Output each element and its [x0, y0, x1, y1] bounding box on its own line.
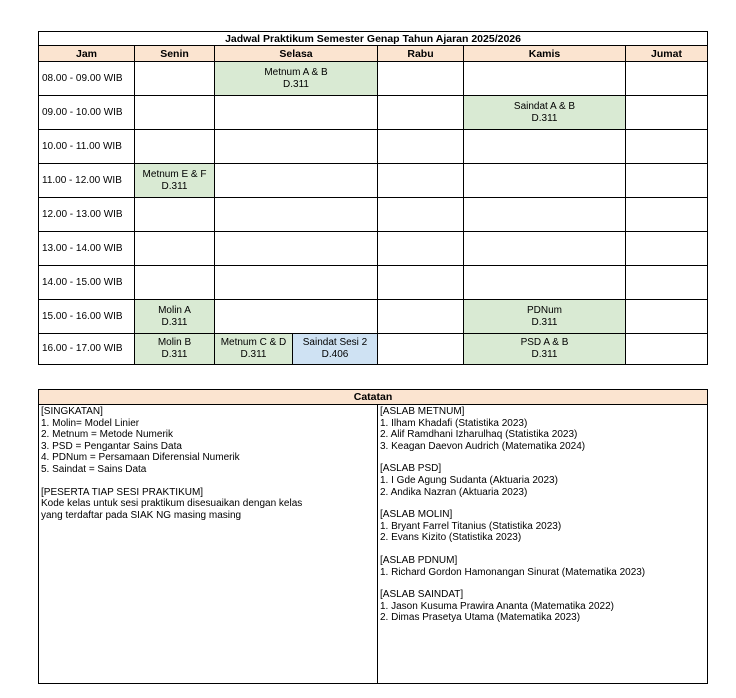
- list-item: 3. PSD = Pengantar Sains Data: [41, 440, 182, 452]
- list-item: Kode kelas untuk sesi praktikum disesuaikan dengan kelas: [41, 498, 303, 510]
- session-psd-ab: PSD A & B D.311: [464, 334, 626, 365]
- notes-title: Catatan: [39, 390, 708, 405]
- cell-empty: [135, 232, 215, 266]
- spacer: [380, 498, 705, 509]
- cell-empty: [215, 130, 378, 164]
- time-slot: 13.00 - 14.00 WIB: [39, 232, 135, 266]
- session-saindat-sesi2: Saindat Sesi 2 D.406: [293, 334, 378, 365]
- cell-empty: [135, 96, 215, 130]
- cell-empty: [378, 232, 464, 266]
- notes-left-column: [39, 405, 378, 684]
- aslab-metnum-heading: [ASLAB METNUM]: [380, 406, 465, 417]
- list-item: 5. Saindat = Sains Data: [41, 463, 147, 475]
- notes-right-column: [378, 405, 708, 684]
- header-kamis: Kamis: [464, 46, 626, 62]
- list-item: 4. PDNum = Persamaan Diferensial Numerik: [41, 452, 240, 464]
- time-slot: 16.00 - 17.00 WIB: [39, 334, 135, 365]
- cell-empty: [626, 62, 708, 96]
- session-molin-b: Molin B D.311: [135, 334, 215, 365]
- cell-empty: [626, 232, 708, 266]
- session-pdnum: PDNum D.311: [464, 300, 626, 334]
- cell-empty: [464, 232, 626, 266]
- cell-empty: [215, 96, 378, 130]
- aslab-psd-heading: [ASLAB PSD]: [380, 463, 442, 475]
- session-metnum-cd: Metnum C & D D.311: [215, 334, 293, 365]
- time-slot: 08.00 - 09.00 WIB: [39, 62, 135, 96]
- time-slot: 15.00 - 16.00 WIB: [39, 300, 135, 334]
- list-item: 1. Ilham Khadafi (Statistika 2023): [380, 417, 528, 429]
- header-selasa: Selasa: [215, 46, 378, 62]
- cell-empty: [378, 62, 464, 96]
- peserta-heading: [PESERTA TIAP SESI PRAKTIKUM]: [41, 486, 204, 498]
- cell-empty: [626, 198, 708, 232]
- singkatan-heading: [SINGKATAN]: [41, 406, 103, 417]
- header-rabu: Rabu: [378, 46, 464, 62]
- cell-empty: [626, 266, 708, 300]
- cell-empty: [135, 198, 215, 232]
- cell-empty: [135, 62, 215, 96]
- notes-table: [38, 389, 708, 684]
- time-slot: 11.00 - 12.00 WIB: [39, 164, 135, 198]
- spacer: [380, 452, 705, 463]
- cell-empty: [464, 266, 626, 300]
- cell-empty: [626, 96, 708, 130]
- aslab-saindat-heading: [ASLAB SAINDAT]: [380, 589, 464, 601]
- cell-empty: [135, 266, 215, 300]
- cell-empty: [378, 266, 464, 300]
- time-slot: 14.00 - 15.00 WIB: [39, 266, 135, 300]
- list-item: 3. Keagan Daevon Audrich (Matematika 2024): [380, 440, 586, 452]
- cell-empty: [215, 266, 378, 300]
- time-slot: 10.00 - 11.00 WIB: [39, 130, 135, 164]
- schedule-table: [38, 31, 708, 365]
- cell-empty: [378, 130, 464, 164]
- session-metnum-ef: Metnum E & F D.311: [135, 164, 215, 198]
- list-item: yang terdaftar pada SIAK NG masing masing: [41, 509, 242, 521]
- cell-empty: [378, 300, 464, 334]
- spacer: [380, 544, 705, 555]
- list-item: 1. Richard Gordon Hamonangan Sinurat (Matematika 2023): [380, 566, 646, 578]
- cell-empty: [215, 198, 378, 232]
- cell-empty: [626, 334, 708, 365]
- header-jam: Jam: [39, 46, 135, 62]
- list-item: 1. Bryant Farrel Titanius (Statistika 2023): [380, 520, 562, 532]
- spacer: [41, 476, 375, 487]
- cell-empty: [378, 198, 464, 232]
- session-saindat-ab: Saindat A & B D.311: [464, 96, 626, 130]
- list-item: 2. Metnum = Metode Numerik: [41, 429, 173, 441]
- cell-empty: [464, 164, 626, 198]
- list-item: 1. Molin= Model Linier: [41, 417, 140, 429]
- cell-empty: [464, 62, 626, 96]
- list-item: 2. Evans Kizito (Statistika 2023): [380, 532, 522, 544]
- cell-empty: [215, 232, 378, 266]
- schedule-title: Jadwal Praktikum Semester Genap Tahun Ajaran 2025/2026: [39, 32, 708, 46]
- list-item: 2. Dimas Prasetya Utama (Matematika 2023): [380, 612, 581, 624]
- session-molin-a: Molin A D.311: [135, 300, 215, 334]
- cell-empty: [626, 300, 708, 334]
- cell-empty: [626, 130, 708, 164]
- header-jumat: Jumat: [626, 46, 708, 62]
- cell-empty: [378, 96, 464, 130]
- spacer: [380, 578, 705, 589]
- list-item: 1. I Gde Agung Sudanta (Aktuaria 2023): [380, 474, 558, 486]
- list-item: 2. Andika Nazran (Aktuaria 2023): [380, 486, 528, 498]
- aslab-molin-heading: [ASLAB MOLIN]: [380, 509, 453, 521]
- header-senin: Senin: [135, 46, 215, 62]
- cell-empty: [215, 300, 378, 334]
- cell-empty: [626, 164, 708, 198]
- cell-empty: [135, 130, 215, 164]
- list-item: 1. Jason Kusuma Prawira Ananta (Matematika 2022): [380, 600, 615, 612]
- cell-empty: [378, 164, 464, 198]
- session-metnum-ab: Metnum A & B D.311: [215, 62, 378, 96]
- time-slot: 09.00 - 10.00 WIB: [39, 96, 135, 130]
- cell-empty: [378, 334, 464, 365]
- cell-empty: [464, 130, 626, 164]
- time-slot: 12.00 - 13.00 WIB: [39, 198, 135, 232]
- cell-empty: [215, 164, 378, 198]
- cell-empty: [464, 198, 626, 232]
- aslab-pdnum-heading: [ASLAB PDNUM]: [380, 554, 458, 566]
- list-item: 2. Alif Ramdhani Izharulhaq (Statistika 2023): [380, 429, 578, 441]
